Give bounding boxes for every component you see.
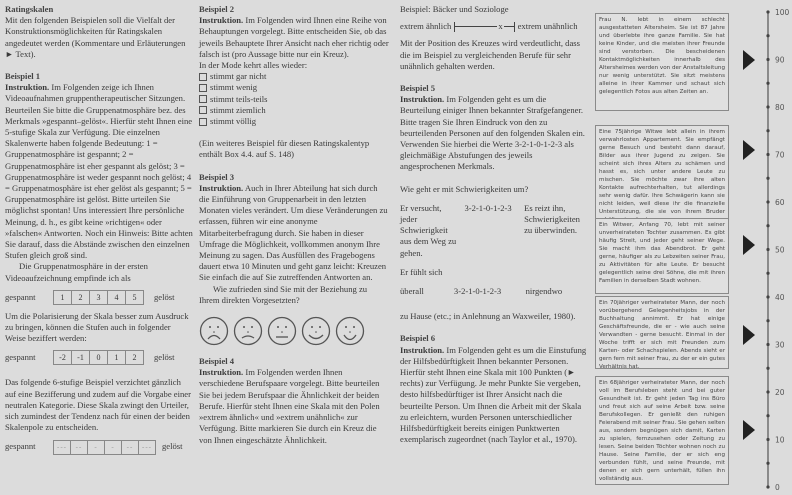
scale-cell[interactable]: 1	[54, 291, 72, 304]
example-title: Beispiel: Bäcker und Soziologe	[400, 4, 509, 14]
scale-label: 70	[775, 150, 785, 160]
question-2-right: nirgendwo	[525, 286, 563, 297]
example-2-instruction	[199, 15, 389, 60]
scale-cell[interactable]: 1	[108, 351, 126, 364]
right-pole: gelöst	[162, 441, 183, 452]
section-title: Ratingskalen	[5, 4, 54, 14]
scale-1-5	[5, 290, 193, 305]
example-6-instruction	[400, 345, 588, 446]
instruction-text: Im Folgenden geht es um die Beurteilung einiger Ihnen bekannter Strafgefangener. Bitte tragen Sie Ihren Eindruck von den zu beurteilenden Personen auf den folgenden Skalen ein. Verwenden Sie hierbei die Werte 3-2-1-0-1-2-3 als gleichmäßige Abstufungen des jeweils angesprochenen Merkmals.	[400, 94, 585, 172]
question-1-left: Er versucht, jeder Schwierigkeit aus dem Weg zu gehen.	[400, 202, 457, 258]
scale-cell[interactable]: 4	[108, 291, 126, 304]
scale-cell[interactable]: --	[122, 441, 139, 454]
example-1-instruction	[5, 82, 193, 261]
checkbox-label: stimmt ziemlich	[210, 104, 266, 115]
polarisation-text: Um die Polarisierung der Skala besser zum Ausdruck zu bringen, können die Stufen auch in folgender Weise beziffert werden:	[5, 310, 189, 344]
example-5-instruction	[400, 94, 588, 172]
scale-cell[interactable]: --	[71, 441, 88, 454]
scale-cell[interactable]: -1	[72, 351, 90, 364]
scale-tick[interactable]	[766, 177, 769, 180]
scale-tick[interactable]	[766, 414, 769, 417]
checkbox-label: stimmt völlig	[210, 116, 257, 127]
scale-tick[interactable]	[766, 200, 769, 203]
scale-tick[interactable]	[766, 343, 769, 346]
cross-mark: x	[498, 21, 503, 32]
score-arrow-icon	[743, 50, 755, 70]
instruction-label: Instruktion.	[199, 15, 244, 26]
example-4-heading: Beispiel 4	[199, 356, 235, 367]
scale-tick[interactable]	[766, 129, 769, 132]
score-arrow-icon	[743, 235, 755, 255]
instruction-text: Auch in Ihrer Abteilung hat sich durch die Einführung von Gruppenarbeit in den letzten Monaten vieles verändert. Um diese Veränderungen zu erfassen, führen wir eine anonyme Mitarbeiterbefragung durch. Sie haben in dieser Umfrage die Möglichkeit, vollkommen anonym Ihre Meinung zu sagen. Das Ausfüllen des Fragebogens dauert etwa 10 Minuten und geht ganz leicht: Kreuzen Sie einfach die auf Sie zutreffenden Antworten an.	[199, 182, 388, 283]
scale-tick[interactable]	[766, 367, 769, 370]
scale-cell[interactable]: 0	[90, 351, 108, 364]
scale-tick[interactable]	[766, 105, 769, 108]
checkbox-icon[interactable]	[199, 118, 207, 126]
scale-cells	[53, 440, 156, 455]
question-2: Er fühlt sich	[400, 266, 443, 277]
vignette-text: Eine 75jährige Witwe lebt allein in ihrem verwahrlosten Appartement. Sie empfängt gerne Besuch und besteht dann darauf, Bilder aus ihrer Jugend zu zeigen. Sie scheint sich ihres Alters zu schämen und hasst es, sich unter andere Leute zu mischen. Sie möchte zwar ihre alten Kontakte aufrechterhalten, tut allerdings sehr wenig dafür. Ihre Schwägerin kann sie nicht leiden, weil diese ihr die finanzielle Unterstützung, die sie von ihrem Bruder	[599, 129, 725, 215]
checkbox-option[interactable]	[199, 105, 389, 116]
question-2-scale	[400, 286, 588, 297]
scale-label: 60	[775, 198, 785, 207]
instruction-label: Instruktion.	[199, 367, 244, 378]
scale-tick[interactable]	[766, 153, 769, 156]
example-3-heading: Beispiel 3	[199, 171, 235, 182]
left-pole: gespannt	[5, 291, 36, 302]
vignette-box	[595, 296, 729, 369]
checkbox-label: stimmt gar nicht	[210, 71, 267, 82]
scale-cell[interactable]: -	[88, 441, 105, 454]
scale-cell[interactable]: 2	[72, 291, 90, 304]
scale-tick[interactable]	[766, 10, 769, 13]
scale-label: 20	[775, 388, 785, 397]
similarity-scale	[400, 21, 588, 32]
vignette-box	[595, 218, 729, 294]
instruction-text: Im Folgenden zeige ich Ihnen Videoaufnahmen gruppentherapeutischer Sitzungen. Beurteilen Sie bitte die Gruppenatmosphäre bez. des Merkmals »gespannt–gelöst«. Hierfür steht Ihnen eine 5-stufige Skala zur Verfügung. Die einzelnen Skalenwerte haben folgende Bedeutung: 1 = Gruppenatmosphäre ist gespannt; 2 = Gruppenatmosphäre ist eher gespannt als gelöst; 3 = Gruppenatmosphäre ist weder gespannt noch gelöst; 4 = Gruppenatmosphäre ist eher gelöst als gespannt; 5 = Gruppenatmosphäre ist gelöst. Bitte urteilen Sie möglichst spontan! Uns interessiert Ihre persönliche Meinung, d. h., es gibt keine »richtigen« oder »falschen« Antworten. Noch ein Hinweis: Bitte achten Sie darauf, dass die Abstände zwischen den einzelnen Stufen gleich groß sind.	[5, 82, 193, 261]
scale-tick[interactable]	[766, 462, 769, 465]
vignette-box	[595, 376, 729, 485]
question-1-scale	[400, 203, 588, 259]
score-arrow-icon	[743, 420, 755, 440]
scale-tick[interactable]	[766, 485, 769, 488]
example-2-note: (Ein weiteres Beispiel für diesen Ratingskalentyp enthält Box 4.4. auf S. 148)	[199, 138, 370, 160]
score-arrow-icon	[743, 325, 755, 345]
similarity-left-pole: extrem ähnlich	[400, 21, 452, 32]
instruction-text: Im Folgenden geht es um die Einstufung der Hilfsbedürftigkeit Ihnen bekannter Personen. Hierfür steht Ihnen eine Skala mit 100 Punkten (► rechts) zur Verfügung. Je mehr Punkte Sie vergeben, desto hilfsbedürftiger ist Ihrer Ansicht nach die beurteilte Person. Um Ihnen die Arbeit mit der Skala zu erleichtern, wurden Personen unterschiedlicher Hilfsbedürftigkeit bereits einigen Punktwerten exemplarisch zugeordnet (nach Taylor et al., 1970).	[400, 344, 587, 445]
scale-cell[interactable]: ---	[54, 441, 71, 454]
scale-bipolar	[5, 350, 193, 365]
checkbox-icon[interactable]	[199, 73, 207, 81]
similarity-right-pole: extrem unähnlich	[517, 21, 578, 32]
question-2-tail: zu Hause (etc.; in Anlehnung an Waxweiler, 1980).	[400, 311, 576, 322]
neutral-face-icon[interactable]	[267, 316, 297, 346]
question-1-values[interactable]: 3-2-1-0-1-2-3	[464, 202, 512, 213]
checkbox-icon[interactable]	[199, 106, 207, 114]
scale-tick[interactable]	[766, 438, 769, 441]
checkbox-option[interactable]	[199, 116, 389, 127]
example-4-instruction	[199, 367, 389, 445]
scale-label: 100	[775, 8, 790, 17]
example-2-statement: In der Mode kehrt alles wieder:	[199, 60, 308, 71]
column-3	[400, 4, 588, 446]
checkbox-option[interactable]	[199, 94, 389, 105]
vignette-text: Frau N. lebt in einem schlecht ausgestatteten Altersheim. Sie ist 87 Jahre und überlebte ihre ganze Familie. Sie hat keine Kinder, und die meisten ihrer Freunde sind verstorben. Die bescheidenen Kontaktmöglichkeiten innerhalb des Altersheimes werden von der Anstaltsleitung nur wenig unterstützt. Sie sitzt meistens alleine in ihrer Kammer und schaut sich gelegentlich Fotos aus alten Zeiten an.	[599, 17, 725, 95]
example-1-question: Die Gruppenatmosphäre in der ersten Videoaufzeichnung empfinde ich als	[5, 261, 148, 283]
checkbox-label: stimmt teils-teils	[210, 93, 268, 104]
checkbox-icon[interactable]	[199, 84, 207, 92]
very-sad-face-icon[interactable]	[199, 316, 229, 346]
vignette-text: Ein Witwer, Anfang 70, lebt mit seiner unverheirateten Tochter zusammen. Es gibt häufig Streit, und jeder geht seiner Wege. Sie macht ihm das Abendbrot. Er geht gerne, häufiger als zu Lebzeiten seiner Frau, zu Aktivitäten für alte Leute. Er besucht gelegentlich seine drei Söhne, die mit ihren Familien in derselben Stadt wohnen.	[599, 222, 725, 284]
instruction-label: Instruktion.	[400, 94, 445, 105]
question-2-values[interactable]: 3-2-1-0-1-2-3	[453, 286, 502, 297]
instruction-text: Im Folgenden werden Ihnen verschiedene Berufspaare vorgelegt. Bitte beurteilen Sie bei jedem Berufspaar die Ähnlichkeit der beiden Berufe. Hierfür steht Ihnen eine Skala mit den Polen »extrem ähnlich« und »extrem unähnlich« zur Verfügung. Bitte markieren Sie durch ein Kreuz die von Ihnen eingeschätzte Ähnlichkeit.	[199, 367, 380, 445]
instruction-label: Instruktion.	[5, 82, 50, 93]
left-pole: gespannt	[5, 352, 36, 363]
very-happy-face-icon[interactable]	[335, 316, 365, 346]
similarity-explanation: Mit der Position des Kreuzes wird verdeutlicht, dass die im Beispiel zu vergleichenden Berufe für sehr unähnlich gehalten werden.	[400, 38, 580, 71]
example-2-heading: Beispiel 2	[199, 4, 235, 14]
scale-cell[interactable]: 5	[132, 292, 137, 302]
scale-cell[interactable]: -	[105, 441, 122, 454]
checkbox-option[interactable]	[199, 71, 389, 82]
scale-label: 80	[775, 103, 785, 112]
column-2	[199, 4, 389, 446]
instruction-text: Im Folgenden wird Ihnen eine Reihe von Behauptungen vorgelegt. Bitte entscheiden Sie, ob das jeweils Behauptete Ihrer Ansicht nach eher richtig oder falsch ist (pro Aussage bitte nur ein Kreuz).	[199, 15, 389, 59]
example-5-heading: Beispiel 5	[400, 83, 436, 94]
vignette-text: Ein 70jähriger verheirateter Mann, der noch vorübergehend Gelegenheitsjobs in der Buchhaltung annimmt. Er hat einige Geschäftsfreunde, die er - wie auch seine Verwandten - gerne besucht. Einmal in der Woche trifft er sich mit Freunden zum Karten- oder Schachspielen. Abends sieht er gern fern mit seiner Frau, zu der er ein gutes Verhältnis hat.	[599, 300, 725, 370]
instruction-label: Instruktion.	[199, 182, 244, 193]
scale-cells	[53, 290, 144, 305]
similarity-line[interactable]	[454, 21, 514, 32]
smiley-scale	[199, 316, 389, 346]
happy-face-icon[interactable]	[301, 316, 331, 346]
scale-label: 0	[775, 483, 780, 492]
intro-text: Mit den folgenden Beispielen soll die Vielfalt der Konstruktionsmöglichkeiten für Ratingskalen angedeutet werden (Kommentare und Erläuterungen ► Text).	[5, 15, 186, 59]
right-pole: gelöst	[154, 352, 175, 363]
scale-tick[interactable]	[766, 319, 769, 322]
scale-label: 90	[775, 55, 785, 65]
example-3-question: Wie zufrieden sind Sie mit der Beziehung zu Ihrem direkten Vorgesetzten?	[199, 283, 368, 305]
question-1-right: Es reizt ihn, Schwierigkeiten zu überwinden.	[524, 202, 580, 236]
scale-cells	[53, 350, 144, 365]
hundred-point-scale	[760, 0, 792, 495]
example-3-instruction	[199, 183, 389, 284]
scale-six-step	[5, 440, 193, 455]
scale-cell[interactable]: ---	[142, 442, 152, 451]
scale-tick[interactable]	[766, 224, 769, 227]
six-step-text: Das folgende 6-stufige Beispiel verzichtet gänzlich auf eine Bezifferung und zudem auf die Vorgabe einer neutralen Kategorie. Diese Skala zwingt den Urteiler, sich zumindest der Tendenz nach für einen der beiden Skalenpole zu entscheiden.	[5, 377, 191, 433]
vignette-box	[595, 13, 729, 111]
question-2-left: überall	[400, 286, 424, 297]
scale-tick[interactable]	[766, 34, 769, 37]
scale-label: 50	[775, 245, 785, 255]
scale-cell[interactable]: -2	[54, 351, 72, 364]
vignette-box	[595, 125, 729, 233]
checkbox-option[interactable]	[199, 82, 389, 93]
scale-label: 40	[775, 293, 785, 302]
scale-tick[interactable]	[766, 248, 769, 251]
question-1: Wie geht er mit Schwierigkeiten um?	[400, 183, 529, 194]
example-6-heading: Beispiel 6	[400, 333, 436, 344]
scale-tick[interactable]	[766, 82, 769, 85]
instruction-label: Instruktion.	[400, 344, 445, 355]
right-pole: gelöst	[154, 291, 175, 302]
left-pole: gespannt	[5, 441, 36, 452]
scale-tick[interactable]	[766, 272, 769, 275]
column-1	[5, 4, 193, 461]
checkbox-label: stimmt wenig	[210, 82, 258, 93]
scale-tick[interactable]	[766, 390, 769, 393]
vignette-text: Ein 68jähriger verheirateter Mann, der noch voll im Berufsleben steht und bei guter Gesundheit ist. Er geht jeden Tag ins Büro und freut sich auf seine Arbeit bzw. seine Berufskollegen. Er genießt den ruhigen Feierabend mit seiner Frau. Sie gehen selten aus, sondern begnügen sich damit, Karten zu spielen, fernzusehen oder Zeitung zu lesen. Seine beiden Töchter wohnen noch zu Hause. Seine Familie, der er sich eng verbunden fühlt, und seine Freunde, mit denen er sich gern unterhält, füllen ihn vollständig aus.	[599, 380, 725, 482]
sad-face-icon[interactable]	[233, 316, 263, 346]
scale-cell[interactable]: 2	[132, 353, 137, 363]
example-1-heading: Beispiel 1	[5, 71, 41, 82]
scale-label: 30	[775, 340, 785, 350]
checkbox-icon[interactable]	[199, 95, 207, 103]
score-arrow-icon	[743, 140, 755, 160]
checkbox-options	[199, 71, 389, 127]
scale-tick[interactable]	[766, 58, 769, 61]
scale-cell[interactable]: 3	[90, 291, 108, 304]
scale-tick[interactable]	[766, 295, 769, 298]
scale-label: 10	[775, 435, 785, 445]
